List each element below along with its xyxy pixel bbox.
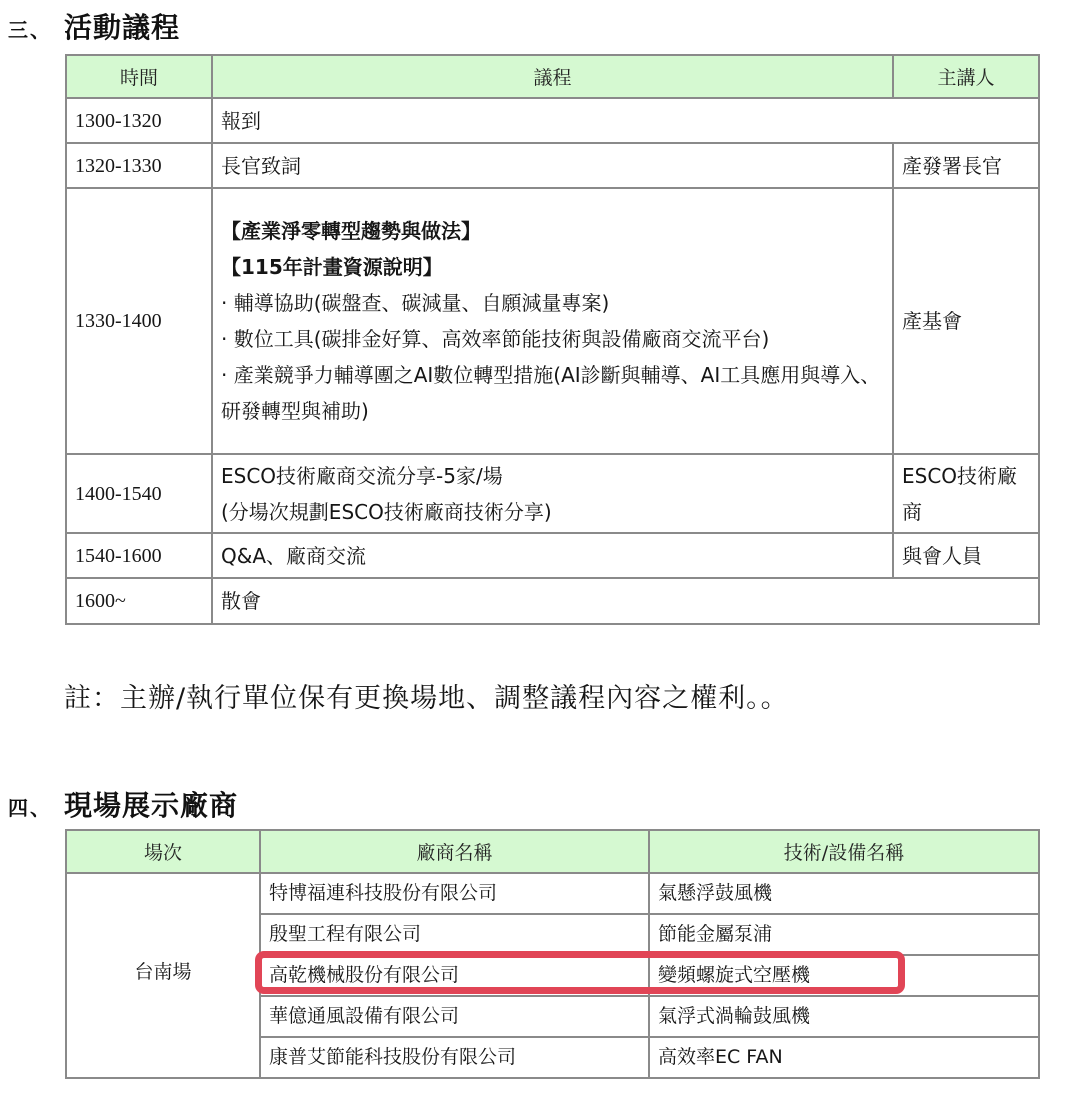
vendor-cell: 殷聖工程有限公司	[260, 914, 649, 955]
header-tech: 技術/設備名稱	[649, 830, 1039, 873]
time-cell: 1330-1400	[66, 188, 212, 454]
speaker-cell: 與會人員	[893, 533, 1039, 578]
agenda-cell	[212, 188, 893, 454]
table-row	[66, 873, 1039, 914]
table-header-row	[66, 55, 1039, 98]
header-venue: 場次	[66, 830, 260, 873]
time-cell: 1320-1330	[66, 143, 212, 188]
agenda-topic: 【115年計畫資源說明】	[221, 255, 443, 279]
agenda-topic: 【產業淨零轉型趨勢與做法】	[221, 219, 481, 243]
note-text: 註：主辦/執行單位保有更換場地、調整議程內容之權利。。	[64, 683, 789, 714]
agenda-table	[65, 54, 1040, 625]
section-number: 三、	[8, 18, 52, 42]
speaker-cell: 產發署長官	[893, 143, 1039, 188]
time-cell: 1400-1540	[66, 454, 212, 533]
tech-cell: 變頻螺旋式空壓機	[649, 955, 1039, 996]
speaker-cell: 產基會	[893, 188, 1039, 454]
table-row	[66, 188, 1039, 454]
tech-cell: 氣浮式渦輪鼓風機	[649, 996, 1039, 1037]
vendor-cell: 特博福連科技股份有限公司	[260, 873, 649, 914]
agenda-cell: 報到	[212, 98, 1039, 143]
table-row	[66, 454, 1039, 533]
vendor-cell: 康普艾節能科技股份有限公司	[260, 1037, 649, 1078]
tech-cell: 高效率EC FAN	[649, 1037, 1039, 1078]
venue-cell: 台南場	[66, 873, 260, 1078]
agenda-cell: Q&A、廠商交流	[212, 533, 893, 578]
header-agenda: 議程	[212, 55, 893, 98]
section-4-heading	[8, 784, 238, 824]
table-row	[66, 533, 1039, 578]
agenda-item: · 產業競爭力輔導團之AI數位轉型措施(AI診斷與輔導、AI工具應用與導入、研發轉型與補助)	[221, 363, 881, 423]
header-vendor: 廠商名稱	[260, 830, 649, 873]
tech-cell: 節能金屬泵浦	[649, 914, 1039, 955]
time-cell: 1600~	[66, 578, 212, 624]
agenda-cell	[212, 454, 893, 533]
agenda-item: ESCO技術廠商交流分享-5家/場	[221, 463, 503, 488]
section-number: 四、	[8, 796, 52, 820]
agenda-cell: 散會	[212, 578, 1039, 624]
section-title: 現場展示廠商	[64, 789, 239, 822]
header-time: 時間	[66, 55, 212, 98]
table-row	[66, 98, 1039, 143]
vendor-cell: 高乾機械股份有限公司	[260, 955, 649, 996]
table-row	[66, 578, 1039, 624]
header-speaker: 主講人	[893, 55, 1039, 98]
vendor-table	[65, 829, 1040, 1079]
tech-cell: 氣懸浮鼓風機	[649, 873, 1039, 914]
table-header-row	[66, 830, 1039, 873]
agenda-item: (分場次規劃ESCO技術廠商技術分享)	[221, 499, 552, 524]
agenda-item: · 輔導協助(碳盤查、碳減量、自願減量專案)	[221, 291, 610, 315]
section-title: 活動議程	[64, 11, 181, 44]
table-row	[66, 143, 1039, 188]
agenda-cell: 長官致詞	[212, 143, 893, 188]
section-3-heading	[8, 6, 180, 46]
time-cell: 1300-1320	[66, 98, 212, 143]
agenda-item: · 數位工具(碳排金好算、高效率節能技術與設備廠商交流平台)	[221, 327, 770, 351]
time-cell: 1540-1600	[66, 533, 212, 578]
vendor-cell: 華億通風設備有限公司	[260, 996, 649, 1037]
speaker-cell: ESCO技術廠商	[893, 454, 1039, 533]
